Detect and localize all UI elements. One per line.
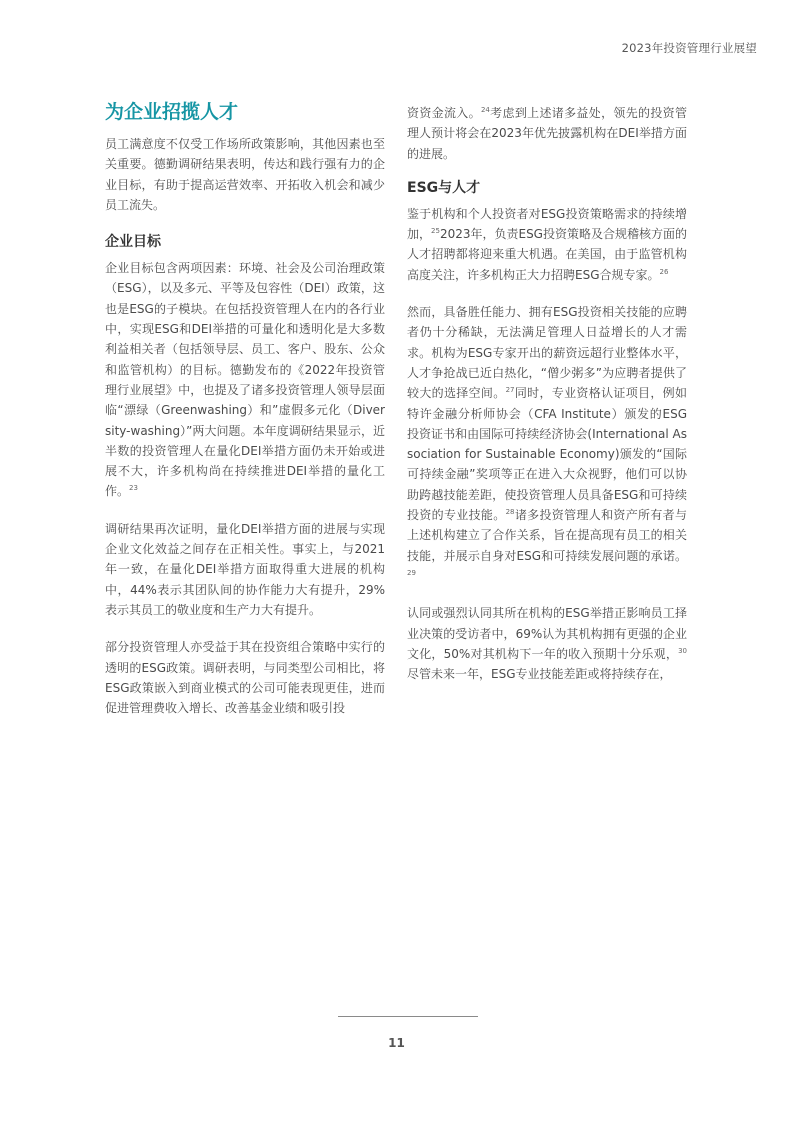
continuation-paragraph — [407, 103, 687, 164]
paragraph-text: 鉴于机构和个人投资者对ESG投资策略需求的持续增加， — [407, 206, 687, 242]
employee-choice-paragraph — [407, 603, 687, 684]
paragraph-text: 企业目标包含两项因素：环境、社会及公司治理政策（ESG），以及多元、平等及包容性（DEI）政策，这也是ESG的子模块。在包括投资管理人在内的各行业中，实现ESG和DEI举措的可量化和透明化是大多数利益相关者（包括领导层、员工、客户、股东、公众和监管机构）的目标。德勤发布的《2022年投资管理行业展望》中，也提及了诸多投资管理人领导层面临“漂绿（Greenwashing）和”虚假多元化（Diversity-washing）”两大问题。本年度调研结果显示，近半数的投资管理人在量化DEI举措方面仍未开始或进展不大，许多机构尚在持续推进DEI举措的量化工作。 — [105, 261, 385, 499]
paragraph-text: 同时，专业资格认证项目，例如特许金融分析师协会（CFA Institute）颁发的ESG投资证书和由国际可持续经济协会(International Association for Sustainable Economy)颁发的“国际可持续金融”奖项等正在进入大众视野，他们可以协助跨越技能差距，使投资管理人员具备ESG和可持续投资的专业技能。 — [407, 386, 687, 523]
section-title: 为企业招揽人才 — [105, 101, 239, 123]
subheading-esg-talent: ESG与人才 — [407, 179, 481, 196]
paragraph-text: 尽管未来一年，ESG专业技能差距或将持续存在， — [407, 667, 672, 682]
footnote-ref: 25 — [431, 227, 440, 236]
footnote-ref: 29 — [407, 568, 416, 577]
paragraph-text: 诸多投资管理人和资产所有者与上述机构建立了合作关系，旨在提高现有员工的相关技能，并展示自身对ESG和可持续发展问题的承诺。 — [407, 508, 687, 563]
footnote-ref: 28 — [505, 508, 515, 517]
paragraph-text: 认同或强烈认同其所在机构的ESG举措正影响员工择业决策的受访者中，69%认为其机构拥有更强的企业文化，50%对其机构下一年的收入预期十分乐观， — [407, 606, 687, 661]
footer-divider — [338, 1016, 478, 1017]
running-header: 2023年投资管理行业展望 — [621, 41, 757, 55]
paragraph-text: 资资金流入。 — [407, 106, 481, 120]
paragraph-text: 然而，具备胜任能力、拥有ESG投资相关技能的应聘者仍十分稀缺，无法满足管理人日益增长的人才需求。机构为ESG专家开出的薪资远超行业整体水平，人才争抢战已近白热化，“僧少粥多”为应聘者提供了较大的选择空间。 — [407, 305, 687, 401]
footnote-ref: 23 — [129, 484, 138, 493]
footnote-ref: 26 — [659, 267, 669, 276]
corporate-goals-paragraph — [105, 258, 385, 502]
esg-policy-paragraph: 部分投资管理人亦受益于其在投资组合策略中实行的透明的ESG政策。调研表明，与同类型公司相比，将ESG政策嵌入到商业模式的公司可能表现更佳，进而促进管理费收入增长、改善基金业绩和吸引投 — [105, 640, 385, 716]
paragraph-text: 考虑到上述诸多益处，领先的投资管理人预计将会在2023年优先披露机构在DEI举措方面的进展。 — [407, 106, 687, 161]
footnote-ref: 30 — [678, 646, 687, 655]
page-number: 11 — [388, 1036, 405, 1050]
talent-shortage-paragraph — [407, 302, 687, 586]
intro-paragraph: 员工满意度不仅受工作场所政策影响，其他因素也至关重要。德勤调研结果表明，传达和践行强有力的企业目标，有助于提高运营效率、开拓收入机会和减少员工流失。 — [105, 137, 385, 212]
footnote-ref: 27 — [505, 386, 515, 395]
left-column — [105, 100, 385, 718]
subheading-corporate-goals: 企业目标 — [105, 234, 161, 251]
esg-talent-paragraph — [407, 204, 687, 285]
survey-paragraph: 调研结果再次证明，量化DEI举措方面的进展与实现企业文化效益之间存在正相关性。事实上，与2021年一致，在量化DEI举措方面取得重大进展的机构中，44%表示其团队间的协作能力大有提升，29%表示其员工的敬业度和生产力大有提升。 — [105, 521, 385, 617]
footnote-ref: 24 — [480, 106, 490, 114]
right-column — [407, 103, 687, 684]
paragraph-text: 2023年，负责ESG投资策略及合规稽核方面的人才招聘都将迎来重大机遇。在美国，由于监管机构高度关注，许多机构正大力招聘ESG合规专家。 — [407, 227, 687, 282]
